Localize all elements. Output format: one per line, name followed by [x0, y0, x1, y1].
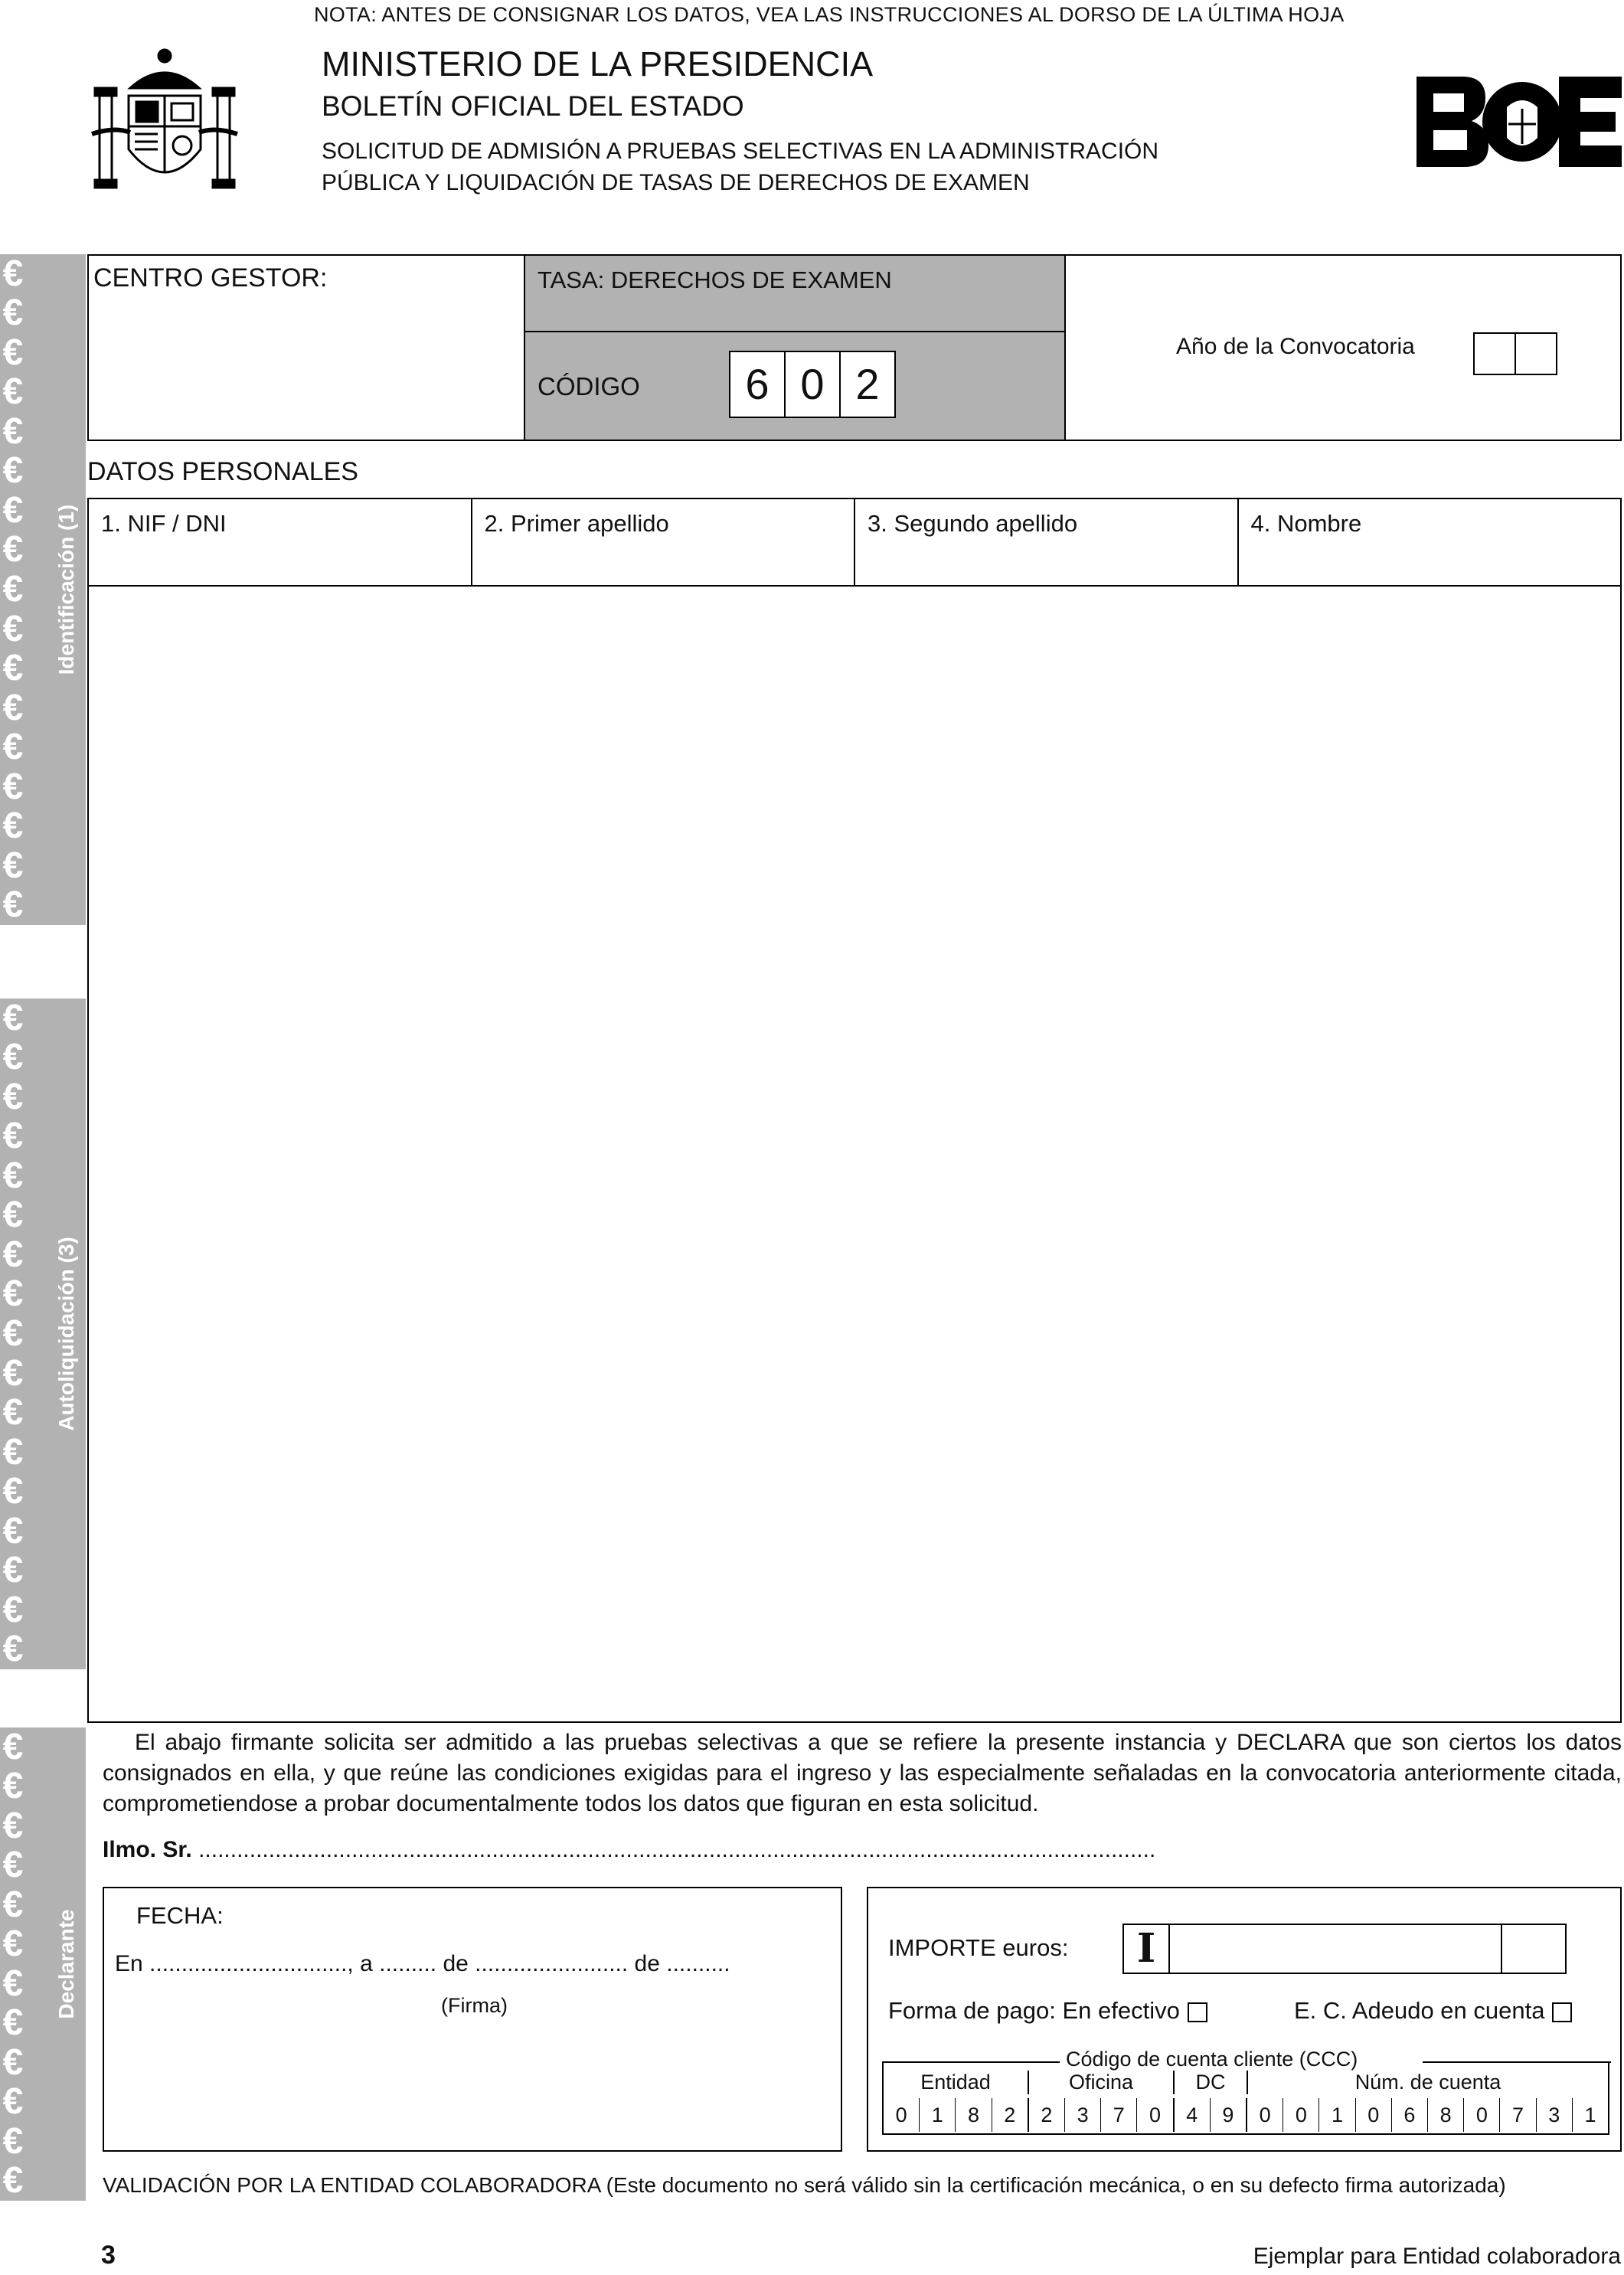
boe-logo: [1417, 77, 1622, 167]
ccc-digit: 8: [955, 2098, 991, 2132]
euro-icon: €: [2, 766, 24, 807]
ccc-digit: 0: [1355, 2098, 1391, 2132]
importe-integer-field[interactable]: [1170, 1925, 1502, 1973]
ccc-digit: 2: [1028, 2098, 1064, 2132]
ccc-header-num-cuenta: Núm. de cuenta: [1247, 2071, 1608, 2094]
importe-input[interactable]: [1122, 1924, 1567, 1974]
nif-field[interactable]: 1. NIF / DNI: [101, 510, 227, 537]
euro-icon: €: [2, 489, 24, 531]
euro-icon: €: [2, 569, 24, 610]
euro-icon: €: [2, 1884, 24, 1925]
ccc-title: Código de cuenta cliente (CCC): [1066, 2048, 1358, 2071]
side-label-autoliquidacion: Autoliquidación (3): [54, 1237, 78, 1431]
euro-icon: €: [2, 687, 24, 728]
euro-icon: €: [2, 2002, 24, 2044]
importe-prefix: I: [1124, 1925, 1170, 1973]
centro-gestor-label: CENTRO GESTOR:: [93, 263, 328, 293]
ccc-digit: 0: [1283, 2098, 1318, 2132]
euro-icon: €: [2, 884, 24, 925]
adeudo-label: E. C. Adeudo en cuenta: [1294, 1997, 1545, 2024]
euro-icon: €: [2, 2081, 24, 2123]
firma-label: (Firma): [441, 1994, 508, 2017]
primer-apellido-field[interactable]: 2. Primer apellido: [471, 499, 854, 585]
euro-icon: €: [2, 1963, 24, 2004]
payment-box: [867, 1887, 1622, 2152]
form-title-line-2: PÚBLICA Y LIQUIDACIÓN DE TASAS DE DERECHOS DE EXAMEN: [322, 170, 1030, 195]
fecha-line[interactable]: En ..............................., a ......... de ........................ de ..........: [115, 1951, 730, 1976]
euro-icon: €: [2, 2120, 24, 2162]
euro-icon: €: [2, 1352, 24, 1394]
ccc-header-entidad: Entidad: [920, 2071, 991, 2094]
euro-icon: €: [2, 1727, 24, 1767]
top-section: [87, 254, 1622, 441]
side-strip-declarante: [0, 1727, 86, 2201]
euro-icon: €: [2, 529, 24, 570]
codigo-digit: 6: [745, 360, 770, 408]
euro-icon: €: [2, 999, 24, 1038]
datos-personales-box: [87, 498, 1622, 1723]
ccc-digit: 1: [1572, 2098, 1608, 2132]
euro-icon: €: [2, 332, 24, 373]
ccc-digit: 3: [1536, 2098, 1572, 2132]
copy-label: Ejemplar para Entidad colaboradora: [1253, 2244, 1621, 2269]
instructions-note: NOTA: ANTES DE CONSIGNAR LOS DATOS, VEA LAS INSTRUCCIONES AL DORSO DE LA ÚLTIMA HOJA: [314, 3, 1345, 26]
ilmo-line: [103, 1837, 1155, 1863]
ccc-digits[interactable]: [884, 2098, 1608, 2132]
anio-digit-box[interactable]: [1515, 334, 1556, 374]
anio-convocatoria-label: Año de la Convocatoria: [1176, 334, 1415, 359]
nombre-field[interactable]: 4. Nombre: [1237, 499, 1621, 585]
side-label-identificacion: Identificación (1): [54, 504, 78, 675]
declaration-text: El abajo firmante solicita ser admitido a las pruebas selectivas a que se refiere la presente instancia y DECLARA que son ciertos los datos consignados en ella, y que reúne las condiciones exigidas para el ingreso y las especialmente señaladas en la convocatoria anteriormente citada, comprometiendose a probar documentalmente todos los datos que figuran en esta solicitud.: [103, 1730, 1622, 1816]
euro-icon: €: [2, 450, 24, 492]
euro-icon: €: [2, 1037, 24, 1078]
ccc-digit: 7: [1100, 2098, 1136, 2132]
ccc-header-oficina: Oficina: [1028, 2071, 1173, 2094]
ccc-digit: 3: [1064, 2098, 1100, 2132]
ccc-digit: 8: [1427, 2098, 1463, 2132]
coat-of-arms-icon: [84, 42, 245, 195]
euro-icon: €: [2, 1550, 24, 1591]
segundo-apellido-field[interactable]: 3. Segundo apellido: [854, 499, 1237, 585]
ccc-digit: 4: [1173, 2098, 1210, 2132]
importe-decimal-field[interactable]: [1502, 1925, 1565, 1973]
ccc-digit: 6: [1391, 2098, 1427, 2132]
ccc-digit: 9: [1210, 2098, 1246, 2132]
anio-digit-box[interactable]: [1475, 334, 1515, 374]
form-title: [322, 136, 1158, 198]
euro-icon: €: [2, 1076, 24, 1117]
codigo-digit: 0: [784, 352, 839, 417]
ccc-box: [882, 2048, 1609, 2135]
euro-icon: €: [2, 1234, 24, 1275]
page-number: 3: [101, 2241, 116, 2270]
side-label-declarante: Declarante: [54, 1909, 78, 2019]
codigo-label: CÓDIGO: [538, 372, 640, 400]
euro-icon: €: [2, 254, 24, 294]
euro-icon: €: [2, 648, 24, 689]
ccc-headers: [884, 2071, 1608, 2094]
adeudo-checkbox[interactable]: [1552, 2002, 1572, 2022]
datos-personales-title: DATOS PERSONALES: [87, 457, 358, 486]
ccc-digit: 0: [1136, 2098, 1172, 2132]
ccc-digit: 1: [919, 2098, 955, 2132]
fecha-box: [103, 1887, 842, 2152]
euro-icon: €: [2, 1273, 24, 1315]
side-strip-autoliquidacion: [0, 999, 86, 1669]
datos-personales-header: [89, 499, 1620, 587]
euro-icon: €: [2, 806, 24, 847]
euro-icon: €: [2, 1431, 24, 1473]
euro-icon: €: [2, 371, 24, 413]
euro-icon: €: [2, 1805, 24, 1846]
euro-icon: €: [2, 1313, 24, 1354]
ccc-digit: 7: [1499, 2098, 1535, 2132]
ccc-header-dc: DC: [1173, 2071, 1247, 2094]
form-title-line-1: SOLICITUD DE ADMISIÓN A PRUEBAS SELECTIVAS EN LA ADMINISTRACIÓN: [322, 139, 1159, 164]
codigo-digit: 2: [839, 352, 894, 417]
fecha-label: FECHA:: [136, 1902, 224, 1929]
tasa-label: TASA: DERECHOS DE EXAMEN: [538, 266, 892, 293]
euro-icon: €: [2, 1510, 24, 1551]
tasa-box: [525, 256, 1064, 440]
euro-icon: €: [2, 1589, 24, 1630]
euro-icon: €: [2, 1924, 24, 1965]
euro-icon: €: [2, 727, 24, 768]
euro-icon: €: [2, 2160, 24, 2201]
forma-pago-label: Forma de pago: En efectivo: [888, 1997, 1180, 2024]
euro-icon: €: [2, 410, 24, 452]
euro-icon: €: [2, 1195, 24, 1236]
ilmo-dots: ......................................................................................................................................................: [198, 1837, 1156, 1862]
euro-icon: €: [2, 1845, 24, 1886]
forma-pago-adeudo: [1294, 1997, 1572, 2025]
validacion-text: VALIDACIÓN POR LA ENTIDAD COLABORADORA (Este documento no será válido sin la certificación mecánica, o en su defecto firma autorizada): [103, 2173, 1506, 2197]
anio-convocatoria-input[interactable]: [1473, 332, 1557, 375]
euro-icon: €: [2, 1766, 24, 1807]
forma-pago-efectivo: [888, 1997, 1207, 2025]
euro-icon: €: [2, 1392, 24, 1433]
importe-label: IMPORTE euros:: [888, 1934, 1069, 1961]
ministry-title: MINISTERIO DE LA PRESIDENCIA: [322, 44, 874, 83]
euro-icon: €: [2, 845, 24, 886]
euro-icon: €: [2, 2041, 24, 2083]
side-strip-identificacion: [0, 254, 86, 925]
ccc-digit: 0: [1246, 2098, 1283, 2132]
bulletin-title: BOLETÍN OFICIAL DEL ESTADO: [322, 90, 744, 122]
efectivo-checkbox[interactable]: [1188, 2002, 1207, 2022]
codigo-digits: [729, 351, 896, 418]
ccc-digit: 0: [895, 2103, 907, 2126]
ilmo-label: Ilmo. Sr.: [103, 1837, 192, 1862]
ccc-digit: 1: [1318, 2098, 1354, 2132]
euro-icon: €: [2, 608, 24, 649]
euro-icon: €: [2, 1471, 24, 1512]
euro-icon: €: [2, 293, 24, 334]
ccc-digit: 2: [992, 2098, 1028, 2132]
euro-icon: €: [2, 1629, 24, 1669]
euro-icon: €: [2, 1116, 24, 1157]
euro-icon: €: [2, 1155, 24, 1196]
ccc-digit: 0: [1463, 2098, 1499, 2132]
